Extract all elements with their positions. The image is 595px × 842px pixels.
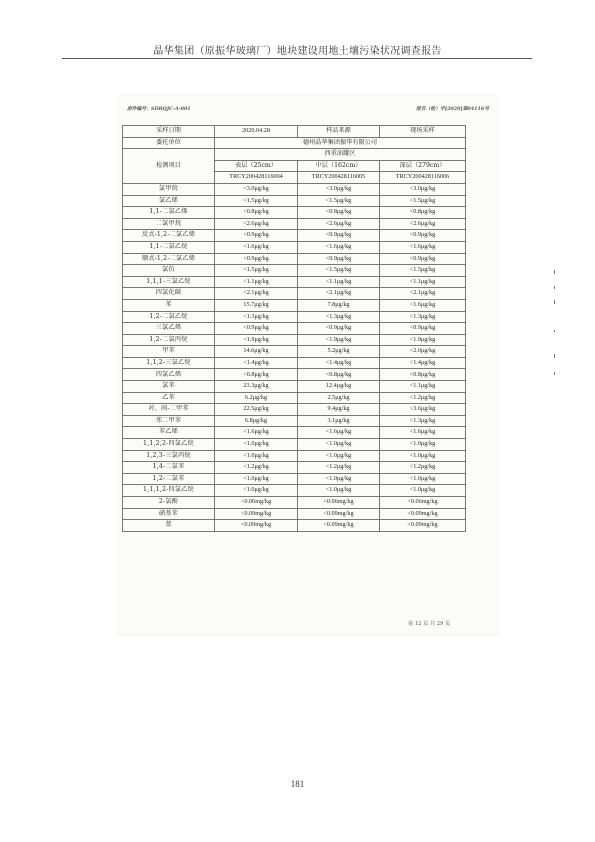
result-cell: <1.3μg/kg [380,311,466,323]
parameter-name: 硝基苯 [123,508,215,520]
result-cell: <1.0μg/kg [215,473,298,485]
parameter-name: 氯仿 [123,265,215,277]
result-cell: <1.4μg/kg [298,357,380,369]
table-row [123,241,466,253]
result-cell: <1.9μg/kg [215,334,298,346]
parameter-name: 萘 [123,520,215,532]
parameter-name: 1,1,1,2-四氯乙烷 [123,485,215,497]
table-row [123,485,466,497]
result-cell: <1.5μg/kg [380,265,466,277]
parameter-name: 二氯甲烷 [123,218,215,230]
result-cell: <2.1μg/kg [298,288,380,300]
result-cell: 2.5μg/kg [298,392,380,404]
page-number: 181 [290,779,305,789]
result-cell: <3.0μg/kg [215,183,298,195]
result-cell: <2.6μg/kg [215,218,298,230]
result-cell: <0.9μg/kg [298,323,380,335]
result-cell: <1.0μg/kg [298,473,380,485]
table-row [123,334,466,346]
parameter-name: 四氯乙烯 [123,369,215,381]
parameter-name: 顺式-1,2-二氯乙烯 [123,253,215,265]
table-row [123,183,466,195]
result-cell: 23.3μg/kg [215,381,298,393]
result-cell: <1.1μg/kg [380,381,466,393]
result-cell: <1.0μg/kg [215,439,298,451]
result-cell: <0.8μg/kg [298,369,380,381]
parameter-name: 苯乙烯 [123,427,215,439]
parameter-name: 乙苯 [123,392,215,404]
table-row [123,346,466,358]
table-row [123,276,466,288]
result-cell: <0.9μg/kg [298,253,380,265]
table-row [123,369,466,381]
parameter-name: 1,2-二氯乙烷 [123,311,215,323]
result-cell: <1.5μg/kg [215,195,298,207]
sampling-date-row [123,126,466,138]
result-cell: <1.0μg/kg [380,473,466,485]
result-cell: 5.2μg/kg [298,346,380,358]
sample-source-value: 现场采样 [380,126,466,138]
scan-top-line [127,102,489,114]
result-cell: <1.0μg/kg [298,439,380,451]
result-cell: <0.09mg/kg [215,520,298,532]
table-row [123,450,466,462]
result-cell: <2.1μg/kg [215,288,298,300]
result-cell: <1.0μg/kg [298,450,380,462]
result-cell: 6.2μg/kg [215,392,298,404]
result-cell: <1.3μg/kg [298,311,380,323]
result-cell: <3.0μg/kg [298,183,380,195]
result-cell: <0.9μg/kg [215,253,298,265]
result-cell: <0.8μg/kg [215,207,298,219]
result-cell: <1.9μg/kg [298,334,380,346]
result-cell: <3.0μg/kg [380,183,466,195]
result-cell: <0.09mg/kg [215,508,298,520]
result-cell: <0.06mg/kg [298,497,380,509]
result-cell: <1.3μg/kg [380,415,466,427]
sample-id: TRCY200428116004 [215,172,298,184]
result-cell: <1.6μg/kg [215,241,298,253]
result-cell: <1.0μg/kg [380,485,466,497]
result-cell: <2.1μg/kg [380,288,466,300]
table-row [123,520,466,532]
table-row [123,311,466,323]
table-row [123,392,466,404]
result-cell: <1.4μg/kg [215,357,298,369]
result-cell: <1.5μg/kg [298,195,380,207]
result-cell: <0.06mg/kg [215,497,298,509]
report-code: 原件编号：SDBQJC-A-001 [127,106,191,112]
result-cell: 12.4μg/kg [298,381,380,393]
result-cell: <1.6μg/kg [380,299,466,311]
point-name-row [123,149,466,161]
result-cell: <0.8μg/kg [380,369,466,381]
table-row [123,218,466,230]
result-cell: 6.8μg/kg [215,415,298,427]
result-cell: <0.9μg/kg [215,323,298,335]
table-row [123,462,466,474]
sample-id: TRCY200428116006 [380,172,466,184]
parameter-name: 1,1,2,2-四氯乙烷 [123,439,215,451]
sampling-date-label: 采样日期 [123,126,215,138]
table-row [123,265,466,277]
table-row [123,195,466,207]
result-cell: 22.5μg/kg [215,404,298,416]
table-row [123,497,466,509]
parameter-name: 2-氯酚 [123,497,215,509]
result-cell: <0.8μg/kg [298,207,380,219]
result-cell: 9.4μg/kg [298,404,380,416]
report-number: 报告（检）字[2020]第04116号 [416,106,489,112]
result-cell: <0.09mg/kg [298,508,380,520]
result-cell: <1.0μg/kg [298,485,380,497]
parameter-name: 1,2,3-三氯丙烷 [123,450,215,462]
result-cell: <1.1μg/kg [298,276,380,288]
table-row [123,323,466,335]
binding-margin-marks [552,270,558,390]
sampling-date-value: 2020.04.28 [215,126,298,138]
parameter-name: 1,1-二氯乙烷 [123,241,215,253]
result-cell: <1.0μg/kg [380,439,466,451]
result-cell: <1.1μg/kg [380,276,466,288]
parameter-name: 1,1,1-三氯乙烷 [123,276,215,288]
table-row [123,415,466,427]
parameter-name: 氯乙烯 [123,195,215,207]
result-cell: <1.0μg/kg [215,485,298,497]
table-row [123,473,466,485]
point-name: 西重油罐区 [215,149,466,161]
parameter-name: 1,2-二氯丙烷 [123,334,215,346]
result-cell: <0.09mg/kg [298,520,380,532]
result-cell: <0.9μg/kg [215,230,298,242]
result-cell: <1.2μg/kg [298,462,380,474]
result-cell: <0.8μg/kg [380,207,466,219]
result-cell: <1.5μg/kg [380,195,466,207]
table-row [123,439,466,451]
result-cell: <1.5μg/kg [215,265,298,277]
result-cell: <1.4μg/kg [380,357,466,369]
table-row [123,357,466,369]
result-cell: <0.06mg/kg [380,497,466,509]
test-results-table [122,125,466,532]
table-row [123,207,466,219]
result-cell: <1.5μg/kg [298,265,380,277]
result-cell: <1.2μg/kg [380,462,466,474]
parameter-name: 1,1,2-三氯乙烷 [123,357,215,369]
result-cell: <1.6μg/kg [298,427,380,439]
result-cell: <1.3μg/kg [215,311,298,323]
parameter-name: 反式-1,2-二氯乙烯 [123,230,215,242]
parameter-name: 氯甲烷 [123,183,215,195]
parameter-name: 三氯乙烯 [123,323,215,335]
depth-middle: 中层（162cm） [298,160,380,172]
table-row [123,230,466,242]
result-cell: <2.0μg/kg [380,346,466,358]
result-cell: <3.6μg/kg [380,404,466,416]
client-row [123,137,466,149]
sample-source-label: 样品来源 [298,126,380,138]
parameter-name: 邻二甲苯 [123,415,215,427]
result-cell: <1.6μg/kg [215,427,298,439]
item-label: 检测项目 [123,149,215,184]
parameter-name: 1,2-二氯苯 [123,473,215,485]
table-row [123,288,466,300]
result-cell: 3.1μg/kg [298,415,380,427]
result-cell: <2.6μg/kg [298,218,380,230]
result-cell: <1.2μg/kg [380,392,466,404]
result-cell: <0.9μg/kg [298,230,380,242]
parameter-name: 苯 [123,299,215,311]
table-row [123,253,466,265]
result-cell: <1.6μg/kg [380,427,466,439]
header-divider [62,58,532,59]
table-row [123,404,466,416]
client-value: 德州晶华集团振华有限公司 [215,137,466,149]
depth-surface: 表层（25cm） [215,160,298,172]
result-cell: 14.6μg/kg [215,346,298,358]
parameter-name: 四氯化碳 [123,288,215,300]
result-cell: <0.9μg/kg [380,230,466,242]
document-header-title: 晶华集团（原振华玻璃厂）地块建设用地土壤污染状况调查报告 [153,46,442,57]
result-cell: <0.8μg/kg [215,369,298,381]
table-row [123,508,466,520]
parameter-name: 氯苯 [123,381,215,393]
result-cell: <1.0μg/kg [215,450,298,462]
result-cell: <0.09mg/kg [380,520,466,532]
parameter-name: 1,1-二氯乙烯 [123,207,215,219]
result-cell: <1.1μg/kg [215,276,298,288]
client-label: 委托单位 [123,137,215,149]
result-cell: <1.2μg/kg [215,462,298,474]
table-row [123,427,466,439]
result-cell: <0.9μg/kg [380,323,466,335]
result-cell: 15.7μg/kg [215,299,298,311]
scan-page-footer: 第 12 页 共 29 页 [408,621,451,627]
result-cell: 7.8μg/kg [298,299,380,311]
parameter-name: 甲苯 [123,346,215,358]
result-cell: <2.6μg/kg [380,218,466,230]
depth-deep: 深层（279cm） [380,160,466,172]
parameter-name: 对、间-二甲苯 [123,404,215,416]
result-cell: <1.0μg/kg [380,450,466,462]
table-row [123,381,466,393]
result-cell: <0.09mg/kg [380,508,466,520]
table-row [123,299,466,311]
result-cell: <1.9μg/kg [380,334,466,346]
parameter-name: 1,4-二氯苯 [123,462,215,474]
result-cell: <1.6μg/kg [298,241,380,253]
result-cell: <1.6μg/kg [380,241,466,253]
result-cell: <0.9μg/kg [380,253,466,265]
sample-id: TRCY200428116005 [298,172,380,184]
